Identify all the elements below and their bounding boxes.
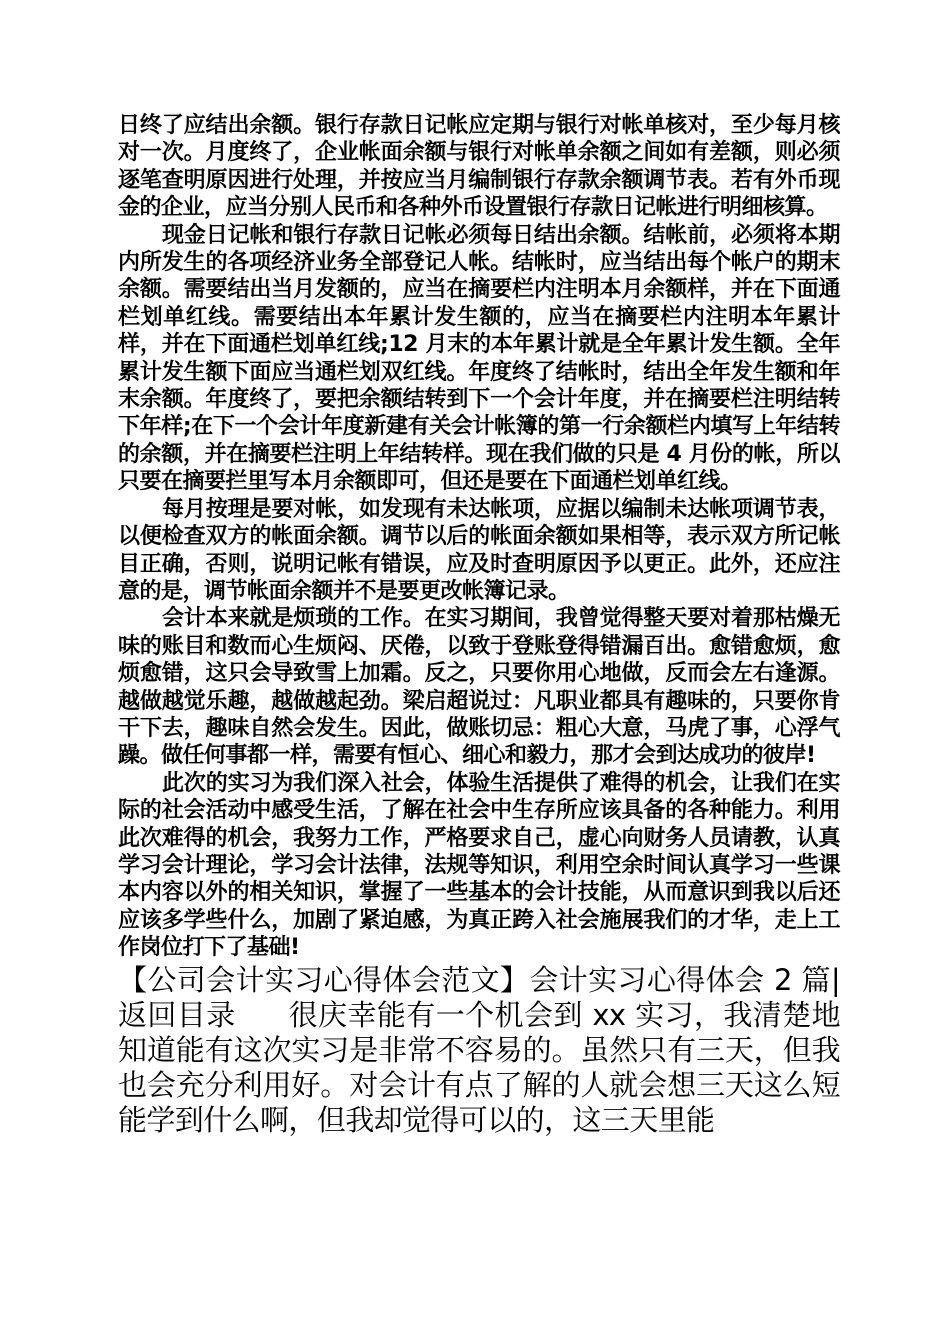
return-to-toc-link[interactable]: | 返回目录: [118, 962, 840, 1032]
section-body-text: 很庆幸能有一个机会到 xx 实习，我清楚地知道能有这次实习是非常不容易的。虽然只有三天，但我也会充分利用好。对会计有点了解的人就会想三天这么短能学到什么啊，但我却觉得可以的，这三天里能: [118, 997, 840, 1137]
section-heading: 【公司会计实习心得体会范文】会计实习心得体会 2 篇: [118, 962, 831, 997]
paragraph-5: 此次的实习为我们深入社会，体验生活提供了难得的机会，让我们在实际的社会活动中感受生活，了解在社会中生存所应该具备的各种能力。利用此次难得的机会，我努力工作，严格要求自己，虚心向财务人员请教，认真学习会计理论，学习会计法律，法规等知识，利用空余时间认真学习一些课本内容以外的相关知识，掌握了一些基本的会计技能，从而意识到我以后还应该多学些什么，加剧了紧迫感，为真正跨入社会施展我们的才华，走上工作岗位打下了基础!: [118, 770, 840, 961]
paragraph-1: 日终了应结出余额。银行存款日记帐应定期与银行对帐单核对，至少每月核对一次。月度终了，企业帐面余额与银行对帐单余额之间如有差额，则必须逐笔查明原因进行处理，并按应当月编制银行存款余额调节表。若有外币现金的企业，应当分别人民币和各种外币设置银行存款日记帐进行明细核算。: [118, 113, 840, 221]
section-paragraph: [118, 963, 840, 1138]
document-page: [118, 112, 840, 1138]
paragraph-2: 现金日记帐和银行存款日记帐必须每日结出余额。结帐前，必须将本期内所发生的各项经济业务全部登记人帐。结帐时，应当结出每个帐户的期末余额。需要结出当月发额的，应当在摘要栏内注明本月余额样，并在下面通栏划单红线。需要结出本年累计发生额的，应当在摘要栏内注明本年累计样，并在下面通栏划单红线;12 月末的本年累计就是全年累计发生额。全年累计发生额下面应当通栏划双红线。年度终了结帐时，结出全年发生额和年末余额。年度终了，要把余额结转到下一个会计年度，并在摘要栏注明结转下年样;在下一个会计年度新建有关会计帐簿的第一行余额栏内填写上年结转的余额，并在摘要栏注明上年结转样。现在我们做的只是 4 月份的帐，所以只要在摘要拦里写本月余额即可，但还是要在下面通栏划单红线。: [118, 222, 840, 495]
section-block: [118, 963, 840, 1138]
bold-text-block: [118, 112, 840, 962]
paragraph-3: 每月按理是要对帐，如发现有未达帐项，应据以编制未达帐项调节表，以便检查双方的帐面余额。调节以后的帐面余额如果相等，表示双方所记帐目正确，否则，说明记帐有错误，应及时查明原因予以更正。此外，还应注意的是，调节帐面余额并不是要更改帐簿记录。: [118, 496, 840, 604]
paragraph-4: 会计本来就是烦琐的工作。在实习期间，我曾觉得整天要对着那枯燥无味的账目和数而心生烦闷、厌倦，以致于登账登得错漏百出。愈错愈烦，愈烦愈错，这只会导致雪上加霜。反之，只要你用心地做，反而会左右逢源。越做越觉乐趣，越做越起劲。梁启超说过：凡职业都具有趣味的，只要你肯干下去，趣味自然会发生。因此，做账切忌：粗心大意，马虎了事，心浮气躁。做任何事都一样，需要有恒心、细心和毅力，那才会到达成功的彼岸!: [118, 606, 840, 769]
